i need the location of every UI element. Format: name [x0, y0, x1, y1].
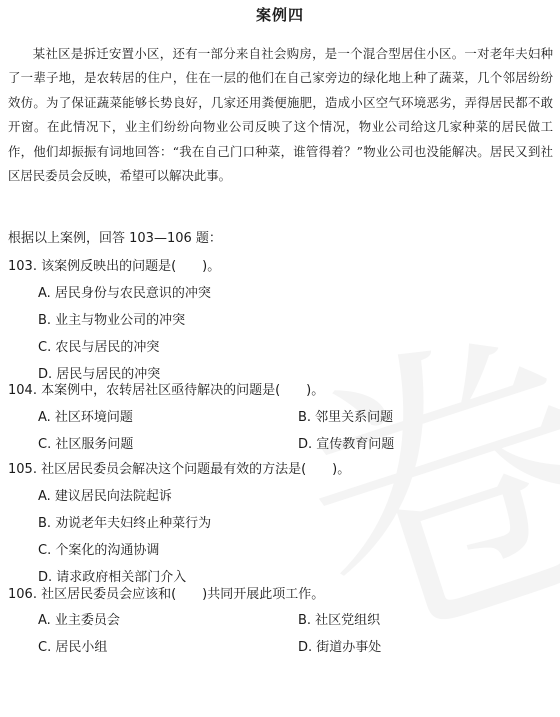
- question-103-option-a: A. 居民身份与农民意识的冲突: [38, 286, 211, 301]
- question-103-stem: 103. 该案例反映出的问题是( )。: [8, 259, 221, 274]
- question-105-option-c: C. 个案化的沟通协调: [38, 543, 160, 558]
- question-104-option-b: B. 邻里关系问题: [298, 410, 394, 425]
- question-105-stem: 105. 社区居民委员会解决这个问题最有效的方法是( )。: [8, 462, 351, 477]
- question-106-option-b: B. 社区党组织: [298, 613, 381, 628]
- passage-text: 某社区是拆迁安置小区，还有一部分来自社会购房，是一个混合型居住小区。一对老年夫妇种了一辈子地，是农转居的住户，住在一层的他们在自己家旁边的绿化地上种了蔬菜，几个邻居纷纷效仿。为了保证蔬菜能够长势良好，几家还用粪便施肥，造成小区空气环境恶劣，弄得居民都不敢开窗。在此情况下，业主们纷纷向物业公司反映了这个情况，物业公司给这几家种菜的居民做工作，他们却振振有词地回答：“我在自己门口种菜，谁管得着？”物业公司也没能解决。居民又到社区居民委员会反映，希望可以解决此事。: [8, 46, 553, 184]
- question-105-option-a: A. 建议居民向法院起诉: [38, 489, 172, 504]
- question-106-option-a: A. 业主委员会: [38, 613, 120, 628]
- question-105-option-d: D. 请求政府相关部门介入: [38, 570, 187, 585]
- case-passage: [8, 42, 553, 188]
- instruction-text: 根据以上案例，回答 103—106 题：: [8, 231, 222, 246]
- question-105-option-b: B. 劝说老年夫妇终止种菜行为: [38, 516, 212, 531]
- question-106-option-d: D. 街道办事处: [298, 640, 382, 655]
- question-104-option-c: C. 社区服务问题: [38, 437, 134, 452]
- question-103-option-b: B. 业主与物业公司的冲突: [38, 313, 186, 328]
- question-106-option-c: C. 居民小组: [38, 640, 108, 655]
- question-103-option-c: C. 农民与居民的冲突: [38, 340, 160, 355]
- case-title: 案例四: [255, 6, 304, 24]
- question-103-option-d: D. 居民与居民的冲突: [38, 367, 161, 382]
- question-104-option-d: D. 宣传教育问题: [298, 437, 395, 452]
- question-106-stem: 106. 社区居民委员会应该和( )共同开展此项工作。: [8, 587, 325, 602]
- question-104-option-a: A. 社区环境问题: [38, 410, 133, 425]
- question-104-stem: 104. 本案例中，农转居社区亟待解决的问题是( )。: [8, 383, 325, 398]
